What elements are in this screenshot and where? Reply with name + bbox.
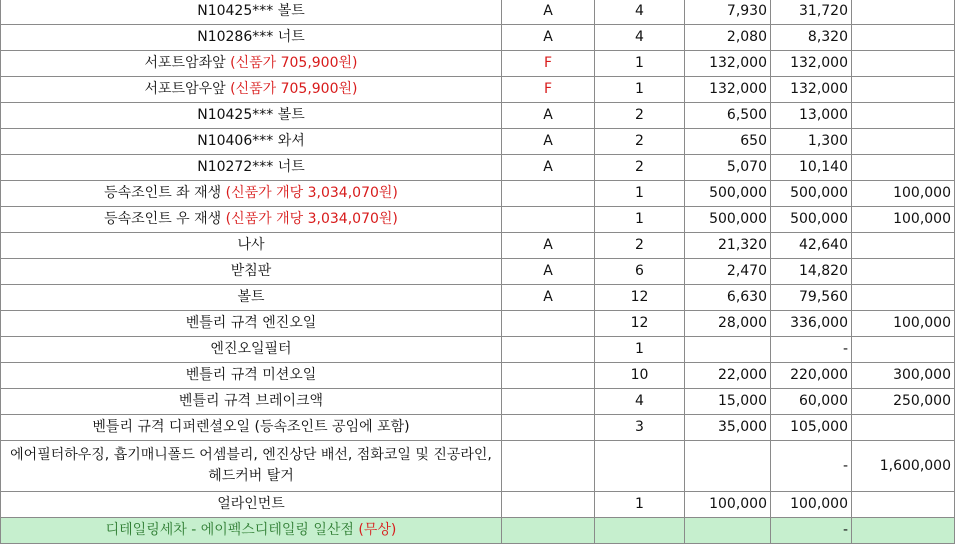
amount-cell[interactable]	[771, 285, 852, 311]
amount-cell[interactable]	[771, 363, 852, 389]
labor-cell[interactable]	[852, 103, 955, 129]
table-row	[1, 363, 955, 389]
amount-text: 10,140	[799, 159, 848, 175]
quantity-cell[interactable]	[595, 415, 685, 441]
unit-price-text: 132,000	[709, 55, 767, 71]
item-name-cell[interactable]	[1, 363, 502, 389]
item-name-cell[interactable]	[1, 389, 502, 415]
labor-cell[interactable]	[852, 77, 955, 103]
labor-text: 100,000	[893, 315, 951, 331]
unit-price-cell[interactable]	[685, 155, 771, 181]
unit-price-cell[interactable]	[685, 363, 771, 389]
item-name-text: 디테일링세차 - 에이펙스디테일링 일산점	[105, 522, 359, 538]
quantity-text: 12	[630, 315, 649, 331]
unit-price-cell[interactable]	[685, 389, 771, 415]
price-note: (신품가 개당 3,034,070원)	[225, 185, 398, 201]
amount-text: 79,560	[799, 289, 848, 305]
quantity-text: 10	[630, 367, 649, 383]
grade-text: A	[543, 289, 553, 305]
item-name-text: 얼라인먼트	[217, 496, 285, 512]
table-row	[1, 259, 955, 285]
unit-price-text: 650	[740, 133, 767, 149]
item-name-cell[interactable]	[1, 259, 502, 285]
quantity-cell[interactable]	[595, 311, 685, 337]
grade-text: A	[543, 159, 553, 175]
amount-cell[interactable]	[771, 492, 852, 518]
amount-text: 220,000	[790, 367, 848, 383]
table-row	[1, 77, 955, 103]
labor-text: 1,600,000	[879, 457, 951, 474]
labor-cell[interactable]	[852, 285, 955, 311]
quantity-cell[interactable]	[595, 337, 685, 363]
price-note: (무상)	[358, 522, 397, 538]
labor-text: 300,000	[893, 367, 951, 383]
amount-text: 105,000	[790, 419, 848, 435]
amount-text: 13,000	[799, 107, 848, 123]
grade-cell[interactable]	[502, 77, 595, 103]
unit-price-cell[interactable]	[685, 77, 771, 103]
item-name-text: N10425*** 볼트	[197, 3, 305, 19]
table-row	[1, 415, 955, 441]
unit-price-cell[interactable]	[685, 129, 771, 155]
labor-cell[interactable]	[852, 311, 955, 337]
quantity-text: 1	[635, 211, 644, 227]
grade-cell[interactable]	[502, 0, 595, 25]
amount-cell[interactable]	[771, 415, 852, 441]
table-row	[1, 0, 955, 25]
table-row	[1, 311, 955, 337]
labor-cell[interactable]	[852, 363, 955, 389]
quantity-cell[interactable]	[595, 259, 685, 285]
amount-text: 132,000	[790, 55, 848, 71]
grade-cell[interactable]	[502, 389, 595, 415]
table-row	[1, 155, 955, 181]
item-name-text: N10425*** 볼트	[197, 107, 305, 123]
item-name-text: 볼트	[237, 289, 265, 305]
labor-cell[interactable]	[852, 207, 955, 233]
amount-cell[interactable]	[771, 441, 852, 492]
item-name-text: 나사	[237, 237, 265, 253]
price-note: (신품가 705,900원)	[230, 81, 358, 97]
grade-cell[interactable]	[502, 25, 595, 51]
amount-text: -	[842, 457, 848, 474]
table-row	[1, 51, 955, 77]
grade-cell[interactable]	[502, 155, 595, 181]
amount-cell[interactable]	[771, 233, 852, 259]
grade-cell[interactable]	[502, 441, 595, 492]
quantity-cell[interactable]	[595, 103, 685, 129]
grade-text: F	[543, 81, 553, 97]
item-name-text: N10272*** 너트	[197, 159, 305, 175]
item-name-cell[interactable]	[1, 155, 502, 181]
quantity-text: 2	[635, 159, 644, 175]
item-name-text: 서포트암우앞	[144, 81, 231, 97]
grade-cell[interactable]	[502, 181, 595, 207]
item-name-cell[interactable]	[1, 492, 502, 518]
amount-text: 1,300	[807, 133, 848, 149]
unit-price-cell[interactable]	[685, 441, 771, 492]
item-name-cell[interactable]	[1, 441, 502, 492]
item-name-cell[interactable]	[1, 233, 502, 259]
amount-text: -	[842, 522, 848, 538]
quantity-text: 6	[635, 263, 644, 279]
unit-price-cell[interactable]	[685, 207, 771, 233]
grade-cell[interactable]	[502, 207, 595, 233]
amount-text: 42,640	[799, 237, 848, 253]
amount-text: 100,000	[790, 496, 848, 512]
table-row	[1, 233, 955, 259]
item-name-text: 서포트암좌앞	[144, 55, 231, 71]
grade-text: A	[543, 107, 553, 123]
item-name-cell[interactable]	[1, 25, 502, 51]
labor-cell[interactable]	[852, 51, 955, 77]
labor-text: 100,000	[893, 211, 951, 227]
unit-price-text: 2,470	[726, 263, 767, 279]
unit-price-text: 2,080	[726, 29, 767, 45]
amount-cell[interactable]	[771, 51, 852, 77]
quantity-text: 4	[635, 393, 644, 409]
item-name-cell[interactable]	[1, 415, 502, 441]
item-name-cell[interactable]	[1, 103, 502, 129]
unit-price-cell[interactable]	[685, 181, 771, 207]
quantity-cell[interactable]	[595, 0, 685, 25]
item-name-cell[interactable]	[1, 77, 502, 103]
unit-price-cell[interactable]	[685, 233, 771, 259]
quantity-cell[interactable]	[595, 181, 685, 207]
grade-cell[interactable]	[502, 233, 595, 259]
amount-cell[interactable]	[771, 129, 852, 155]
grade-text: A	[543, 29, 553, 45]
unit-price-text: 7,930	[726, 3, 767, 19]
quantity-cell[interactable]	[595, 285, 685, 311]
quantity-text: 1	[635, 55, 644, 71]
quantity-cell[interactable]	[595, 25, 685, 51]
labor-text: 100,000	[893, 185, 951, 201]
grade-cell[interactable]	[502, 311, 595, 337]
item-name-text: 벤틀리 규격 엔진오일	[185, 315, 317, 331]
table-row	[1, 25, 955, 51]
quantity-text: 1	[635, 81, 644, 97]
amount-cell[interactable]	[771, 259, 852, 285]
labor-cell[interactable]	[852, 0, 955, 25]
unit-price-text: 28,000	[718, 315, 767, 331]
amount-cell[interactable]	[771, 77, 852, 103]
labor-cell[interactable]	[852, 181, 955, 207]
table-row	[1, 492, 955, 518]
item-name-cell[interactable]	[1, 181, 502, 207]
unit-price-cell[interactable]	[685, 259, 771, 285]
grade-cell[interactable]	[502, 259, 595, 285]
unit-price-text: 500,000	[709, 185, 767, 201]
quantity-cell[interactable]	[595, 441, 685, 492]
grade-text: A	[543, 263, 553, 279]
quantity-text: 12	[630, 289, 649, 305]
unit-price-text: 6,630	[726, 289, 767, 305]
unit-price-cell[interactable]	[685, 103, 771, 129]
grade-cell[interactable]	[502, 415, 595, 441]
item-name-text: 벤틀리 규격 미션오일	[185, 367, 317, 383]
amount-text: 60,000	[799, 393, 848, 409]
quantity-cell[interactable]	[595, 129, 685, 155]
labor-cell[interactable]	[852, 25, 955, 51]
amount-cell[interactable]	[771, 181, 852, 207]
price-note: (신품가 개당 3,034,070원)	[225, 211, 398, 227]
grade-text: A	[543, 3, 553, 19]
item-name-cell[interactable]	[1, 337, 502, 363]
unit-price-cell[interactable]	[685, 415, 771, 441]
unit-price-text: 5,070	[726, 159, 767, 175]
unit-price-cell[interactable]	[685, 285, 771, 311]
table-row	[1, 181, 955, 207]
labor-text: 250,000	[893, 393, 951, 409]
amount-cell[interactable]	[771, 311, 852, 337]
item-name-text: N10406*** 와셔	[197, 133, 305, 149]
labor-cell[interactable]	[852, 259, 955, 285]
item-name-cell[interactable]	[1, 285, 502, 311]
labor-cell[interactable]	[852, 415, 955, 441]
quantity-cell[interactable]	[595, 363, 685, 389]
amount-text: 132,000	[790, 81, 848, 97]
amount-text: 8,320	[807, 29, 848, 45]
grade-text: F	[543, 55, 553, 71]
amount-cell[interactable]	[771, 155, 852, 181]
quantity-text: 2	[635, 133, 644, 149]
quantity-cell[interactable]	[595, 77, 685, 103]
amount-cell[interactable]	[771, 389, 852, 415]
unit-price-cell[interactable]	[685, 311, 771, 337]
grade-text: A	[543, 237, 553, 253]
unit-price-cell[interactable]	[685, 337, 771, 363]
amount-text: 14,820	[799, 263, 848, 279]
estimate-rows	[1, 0, 955, 544]
item-name-text: 받침판	[230, 263, 272, 279]
quantity-text: 1	[635, 341, 644, 357]
grade-text: A	[543, 133, 553, 149]
amount-cell[interactable]	[771, 0, 852, 25]
unit-price-cell[interactable]	[685, 51, 771, 77]
quantity-text: 1	[635, 185, 644, 201]
item-name-cell[interactable]	[1, 51, 502, 77]
labor-cell[interactable]	[852, 129, 955, 155]
amount-text: 31,720	[799, 3, 848, 19]
amount-text: 500,000	[790, 185, 848, 201]
grade-cell[interactable]	[502, 285, 595, 311]
quantity-text: 4	[635, 3, 644, 19]
amount-cell[interactable]	[771, 207, 852, 233]
item-name-text: 등속조인트 좌 재생	[104, 185, 226, 201]
item-name-cell[interactable]	[1, 129, 502, 155]
item-name-cell[interactable]	[1, 311, 502, 337]
amount-text: -	[842, 341, 848, 357]
unit-price-text: 22,000	[718, 367, 767, 383]
quantity-text: 2	[635, 107, 644, 123]
unit-price-text: 500,000	[709, 211, 767, 227]
item-name-text: 엔진오일필터	[210, 341, 292, 357]
unit-price-text: 21,320	[718, 237, 767, 253]
grade-cell[interactable]	[502, 363, 595, 389]
item-name-text: N10286*** 너트	[197, 29, 305, 45]
labor-cell[interactable]	[852, 233, 955, 259]
amount-cell[interactable]	[771, 25, 852, 51]
quantity-text: 4	[635, 29, 644, 45]
item-name-text: 벤틀리 규격 브레이크액	[178, 393, 324, 409]
unit-price-cell[interactable]	[685, 0, 771, 25]
item-name-cell[interactable]	[1, 0, 502, 25]
amount-cell[interactable]	[771, 103, 852, 129]
table-row	[1, 441, 955, 492]
quantity-cell[interactable]	[595, 233, 685, 259]
unit-price-text: 35,000	[718, 419, 767, 435]
quantity-cell[interactable]	[595, 155, 685, 181]
unit-price-text: 100,000	[709, 496, 767, 512]
labor-cell[interactable]	[852, 441, 955, 492]
quantity-cell[interactable]	[595, 492, 685, 518]
item-name-text: 에어필터하우징, 흡기매니폴드 어셈블리, 엔진상단 배선, 점화코일 및 진공라인, 헤드커버 탈거	[10, 447, 492, 484]
table-row	[1, 337, 955, 363]
unit-price-cell[interactable]	[685, 492, 771, 518]
quantity-cell[interactable]	[595, 389, 685, 415]
table-row	[1, 285, 955, 311]
quantity-text: 3	[635, 419, 644, 435]
table-row	[1, 129, 955, 155]
grade-cell[interactable]	[502, 337, 595, 363]
table-row	[1, 103, 955, 129]
item-name-text: 등속조인트 우 재생	[104, 211, 226, 227]
grade-cell[interactable]	[502, 129, 595, 155]
item-name-text: 벤틀리 규격 디퍼렌셜오일 (등속조인트 공임에 포함)	[92, 419, 410, 435]
grade-cell[interactable]	[502, 103, 595, 129]
amount-text: 336,000	[790, 315, 848, 331]
labor-cell[interactable]	[852, 492, 955, 518]
amount-cell[interactable]	[771, 337, 852, 363]
table-row	[1, 207, 955, 233]
labor-cell[interactable]	[852, 389, 955, 415]
unit-price-text: 15,000	[718, 393, 767, 409]
unit-price-text: 132,000	[709, 81, 767, 97]
amount-text: 500,000	[790, 211, 848, 227]
grade-cell[interactable]	[502, 51, 595, 77]
quantity-text: 2	[635, 237, 644, 253]
labor-cell[interactable]	[852, 155, 955, 181]
unit-price-cell[interactable]	[685, 25, 771, 51]
table-row	[1, 389, 955, 415]
grade-cell[interactable]	[502, 492, 595, 518]
unit-price-text: 6,500	[726, 107, 767, 123]
quantity-cell[interactable]	[595, 207, 685, 233]
labor-cell[interactable]	[852, 337, 955, 363]
quantity-text: 1	[635, 496, 644, 512]
price-note: (신품가 705,900원)	[230, 55, 358, 71]
item-name-cell[interactable]	[1, 207, 502, 233]
quantity-cell[interactable]	[595, 51, 685, 77]
